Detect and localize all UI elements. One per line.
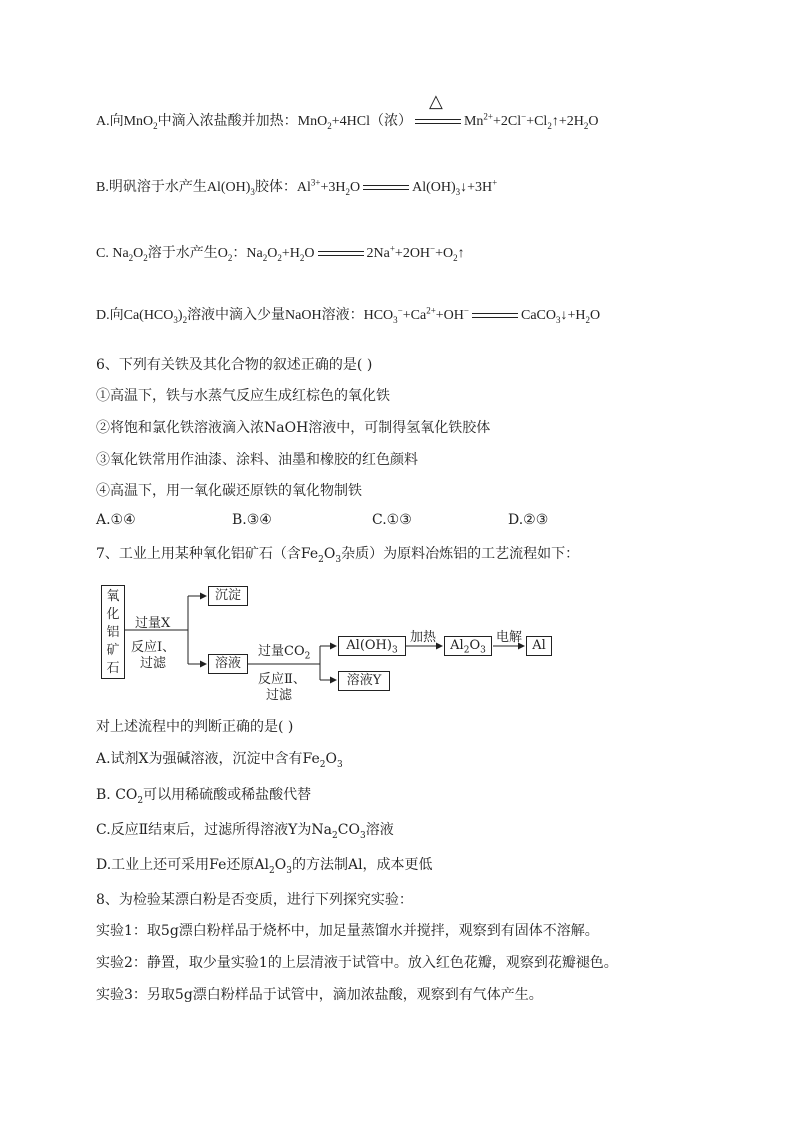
q8-exp-3: 实验3：另取5g漂白粉样品于试管中，滴加浓盐酸，观察到有气体产生。 <box>96 987 543 1003</box>
question-6-stem: 6、下列有关铁及其化合物的叙述正确的是( ) <box>96 357 373 373</box>
text: ↓+3H <box>460 180 493 195</box>
filter-1-label: 过滤 <box>140 656 167 671</box>
text: 的方法制Al，成本更低 <box>291 857 433 873</box>
text: Al(OH) <box>412 180 456 195</box>
text: 溶液中滴入少量NaOH溶液：HCO <box>187 308 394 323</box>
solution-y-box: 溶液Y <box>338 671 390 691</box>
reaction-equals <box>472 311 518 321</box>
q7-choice-a[interactable]: A.试剂X为强碱溶液，沉淀中含有$Fe_2O_3$ <box>96 751 343 770</box>
q6-choice-a[interactable]: A.①④ <box>96 512 136 528</box>
q7-choice-d[interactable]: D.工业上还可采用Fe还原$Al_2O_3$的方法制Al，成本更低 <box>96 857 433 876</box>
text: ↓+H <box>560 308 586 323</box>
text: +4HCl（浓） <box>331 114 412 129</box>
text: +3H <box>320 180 346 195</box>
reaction-1-label: 反应Ⅰ、 <box>131 640 176 655</box>
text: O <box>133 246 144 261</box>
q8-exp-2: 实验2：静置，取少量实验1的上层清液于试管中。放入红色花瓣，观察到花瓣褪色。 <box>96 955 618 971</box>
solution-box: 溶液 <box>208 654 248 674</box>
q6-item-2: ②将饱和氯化铁溶液滴入浓NaOH溶液中，可制得氢氧化铁胶体 <box>96 420 491 436</box>
text: 杂质）为原料冶炼铝的工艺流程如下： <box>341 546 580 562</box>
text: +2OH <box>394 246 431 261</box>
q7-choice-c[interactable]: C.反应Ⅱ结束后，过滤所得溶液Y为$Na_2CO_3$溶液 <box>96 822 394 841</box>
co2-label: 过量$CO_2$ <box>258 644 311 662</box>
text: ↑+2H <box>551 114 584 129</box>
text: 氧化铝矿石 <box>106 589 120 676</box>
text: ↑ <box>457 246 465 261</box>
text: O <box>325 751 337 767</box>
q8-exp-1: 实验1：取5g漂白粉样品于烧杯中，加足量蒸馏水并搅拌，观察到有固体不溶解。 <box>96 923 599 939</box>
question-7-judge: 对上述流程中的判断正确的是( ) <box>96 719 294 735</box>
text: +H <box>281 246 300 261</box>
text: 过量CO <box>258 644 305 659</box>
text: O <box>590 308 601 323</box>
q6-item-3: ③氧化铁常用作油漆、涂料、油墨和橡胶的红色颜料 <box>96 452 418 468</box>
option-5d: D.向$Ca(HCO_3)_2$溶液中滴入少量NaOH溶液：$HCO_3^-+Ca^{2+}+OH^-$ $CaCO_3↓+H_2O$ <box>96 305 601 325</box>
heat-symbol: △ <box>428 90 443 111</box>
text: C. Na <box>96 246 129 261</box>
text: CaCO <box>520 308 556 323</box>
text: A.试剂X为强碱溶液，沉淀中含有Fe <box>96 751 320 767</box>
text: 溶液 <box>365 822 394 838</box>
q6-choice-b[interactable]: B.③④ <box>232 512 272 528</box>
text: Al <box>450 638 464 653</box>
text: +Cl <box>526 114 548 129</box>
text: Mn <box>463 114 484 129</box>
text: O <box>323 546 336 562</box>
reaction-equals <box>415 90 461 127</box>
precipitate-box: 沉淀 <box>208 586 248 606</box>
text: O <box>349 180 361 195</box>
al2o3-box: $Al_2O_3$ <box>444 636 492 656</box>
text: D.向Ca(HCO <box>96 308 174 323</box>
q6-choice-c[interactable]: C.①③ <box>372 512 412 528</box>
text: +2Cl <box>493 114 522 129</box>
text: A.向MnO <box>96 114 154 129</box>
text: O <box>588 114 599 129</box>
text: 可以用稀硫酸或稀盐酸代替 <box>143 787 312 803</box>
text: Al(OH) <box>346 638 392 653</box>
text: B.明矾溶于水产生Al(OH) <box>96 180 251 195</box>
text: ) <box>177 308 183 323</box>
reaction-equals <box>363 183 409 193</box>
text: CO <box>337 822 360 838</box>
option-5c: C. $Na_2O_2$溶于水产生$O_2$：$Na_2O_2+H_2O$ $2Na^++2OH^-+O_2↑$ <box>96 243 465 263</box>
aloh3-box: $Al(OH)_3$ <box>338 636 406 656</box>
reaction-2-label: 反应Ⅱ、 <box>258 672 306 687</box>
q7-choice-b[interactable]: B. $CO_2$可以用稀硫酸或稀盐酸代替 <box>96 787 312 806</box>
text: 胶体：Al <box>254 180 311 195</box>
q6-item-1: ①高温下，铁与水蒸气反应生成红棕色的氧化铁 <box>96 388 390 404</box>
text: B. CO <box>96 787 138 803</box>
al-box: Al <box>526 636 552 656</box>
text: ：Na <box>232 246 263 261</box>
q6-choice-d[interactable]: D.②③ <box>508 512 549 528</box>
text: +Ca <box>402 308 427 323</box>
text: 2Na <box>366 246 390 261</box>
process-flowchart <box>98 580 568 703</box>
reaction-equals <box>318 249 364 259</box>
question-8-stem: 8、为检验某漂白粉是否变质，进行下列探究实验： <box>96 892 413 908</box>
option-5b: B.明矾溶于水产生$Al(OH)_3$胶体：$Al^{3+}+3H_2O$ $Al(OH)_3↓+3H^+$ <box>96 177 498 197</box>
reagent-x-label: 过量X <box>135 616 171 631</box>
text: 7、工业上用某种氧化铝矿石（含Fe <box>96 546 319 562</box>
text: +OH <box>435 308 464 323</box>
ore-box <box>101 585 125 679</box>
text: 中滴入浓盐酸并加热：MnO <box>157 114 328 129</box>
text: 溶于水产生O <box>147 246 228 261</box>
option-5a: A.向MnO$_2$中滴入浓盐酸并加热：MnO$_2$+4HCl（浓） △ $Mn^{2+}+2Cl^-+Cl_2↑+2H_2O$ <box>96 90 599 131</box>
heat-label: 加热 <box>410 630 437 645</box>
filter-2-label: 过滤 <box>266 688 293 703</box>
text: O <box>274 857 287 873</box>
electrolysis-label: 电解 <box>496 630 523 645</box>
q6-item-4: ④高温下，用一氧化碳还原铁的氧化物制铁 <box>96 483 362 499</box>
question-7-stem: 7、工业上用某种氧化铝矿石（含$Fe_2O_3$杂质）为原料冶炼铝的工艺流程如下： <box>96 546 580 565</box>
text: C.反应Ⅱ结束后，过滤所得溶液Y为Na <box>96 822 333 838</box>
text: +O <box>435 246 454 261</box>
text: D.工业上还可采用Fe还原Al <box>96 857 269 873</box>
